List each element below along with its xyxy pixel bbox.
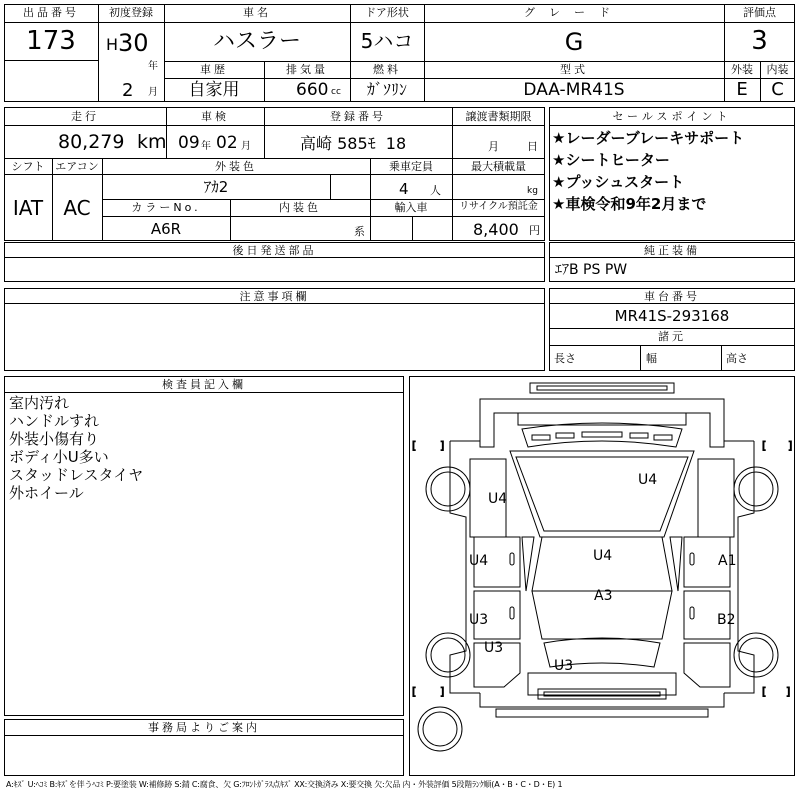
notes-label: 注意事項欄 [239, 290, 310, 303]
recycle-unit: 円 [529, 224, 540, 237]
int-score-label: 内装 [766, 63, 789, 76]
shift: IAT [12, 196, 44, 220]
model-label: 型式 [560, 63, 588, 76]
reg-year: 30 [118, 29, 149, 57]
svg-text:]: ] [788, 439, 793, 452]
width-label: 幅 [646, 352, 657, 365]
inspector-label: 検査員記入欄 [162, 378, 246, 391]
mark-right-door-front: A1 [718, 553, 737, 569]
transfer-day: 日 [527, 140, 538, 153]
office-label: 事務局よりご案内 [148, 721, 260, 734]
shift-label: シフト [11, 160, 45, 173]
first-reg-label: 初度登録 [109, 6, 153, 19]
equipment: ｴｱB PS PW [555, 262, 628, 278]
chassis-number: MR41S-293168 [614, 307, 730, 325]
svg-text:]: ] [440, 685, 445, 698]
inspection-year-unit: 年 [201, 141, 211, 152]
svg-text:]: ] [440, 439, 445, 452]
mark-right-door-rear: B2 [717, 612, 736, 628]
ext-color: ｱｶ2 [203, 178, 229, 196]
max-load-unit: kg [527, 186, 538, 196]
aircon: AC [63, 196, 91, 220]
car-name: ハスラー [212, 29, 301, 54]
lot-number: 173 [26, 26, 76, 56]
model: DAA-MR41S [523, 80, 625, 100]
mark-left-door-front: U4 [469, 553, 489, 569]
ext-score: E [736, 79, 748, 100]
history: 自家用 [188, 80, 240, 100]
car-name-label: 車名 [243, 6, 271, 19]
recycle-label: リサイクル預託金 [459, 201, 538, 212]
fuel-label: 燃料 [373, 63, 401, 76]
capacity-unit: 人 [430, 184, 441, 197]
history-label: 車歴 [200, 63, 228, 76]
ext-score-label: 外装 [731, 63, 753, 76]
dims-label: 諸元 [658, 330, 686, 343]
inspector-line-5: スタッドレスタイヤ [9, 466, 144, 484]
month-unit: 月 [148, 87, 158, 98]
mileage: 80,279 [58, 131, 125, 153]
svg-text:[: [ [762, 439, 767, 452]
inspector-line-1: 室内汚れ [9, 394, 70, 412]
int-color-unit: 系 [354, 225, 365, 238]
score: 3 [751, 26, 768, 56]
color-no-label: カラーNo. [131, 201, 201, 214]
capacity-label: 乗車定員 [389, 160, 433, 173]
mark-left-rear: U3 [484, 640, 504, 656]
year-unit: 年 [148, 61, 158, 72]
door-type: 5ハコ [360, 29, 414, 53]
inspector-line-3: 外装小傷有り [9, 430, 100, 448]
sales-point-2: ★シートヒーター [552, 151, 670, 169]
svg-text:[: [ [412, 439, 417, 452]
inspector-line-4: ボディ小U多い [9, 448, 109, 466]
mark-left-door-rear: U3 [469, 612, 489, 628]
mark-center: U4 [593, 548, 613, 564]
length-label: 長さ [554, 352, 576, 365]
car-diagram [410, 377, 794, 775]
capacity: 4 [399, 180, 409, 198]
ext-color-label: 外装色 [215, 160, 257, 173]
aircon-label: エアコン [55, 160, 99, 173]
color-no: A6R [150, 220, 182, 238]
inspection-month-unit: 月 [241, 141, 251, 152]
inspection-month: 02 [216, 133, 238, 153]
svg-text:[: [ [762, 685, 767, 698]
displacement-label: 排気量 [286, 63, 328, 76]
mark-left-front: U4 [488, 491, 508, 507]
int-color-label: 内装色 [279, 201, 321, 214]
sales-points-label: セールスポイント [612, 110, 732, 123]
fuel: ｶﾞｿﾘﾝ [366, 80, 407, 99]
car-diagram-box [409, 376, 795, 776]
grade: G [564, 28, 584, 56]
inspector-line-6: 外ホイール [9, 484, 84, 502]
legend: A:ｷｽﾞ U:ﾍｺﾐ B:ｷｽﾞを伴うﾍｺﾐ P:要塗装 W:補修跡 S:錆 C:腐食、欠 G:ﾌﾛﾝﾄｶﾞﾗｽ点ｷｽﾞ XX:交換済み X:要交換 欠:欠品 内・外装評価 5段階ﾗﾝｸ順(A・B・C・D・E) 1 [6, 780, 563, 789]
inspector-line-2: ハンドルすれ [9, 412, 100, 430]
lot-label: 出品番号 [23, 6, 79, 19]
transfer-month: 月 [488, 140, 499, 153]
transfer-doc-label: 譲渡書類期限 [465, 110, 532, 123]
inspection-year: 09 [178, 133, 200, 153]
height-label: 高さ [726, 352, 748, 365]
score-label: 評価点 [743, 6, 776, 19]
era: H [106, 35, 119, 54]
mileage-label: 走行 [71, 110, 99, 123]
mileage-unit: km [137, 131, 167, 153]
mark-roof: A3 [594, 588, 613, 604]
mark-trunk: U3 [554, 658, 574, 674]
sales-point-4: ★車検令和9年2月まで [552, 195, 707, 213]
sales-point-3: ★プッシュスタート [552, 173, 685, 191]
svg-text:]: ] [786, 685, 791, 698]
later-parts-label: 後日発送部品 [232, 244, 317, 257]
chassis-label: 車台番号 [644, 290, 700, 303]
door-label: ドア形状 [365, 6, 409, 19]
inspection-label: 車検 [201, 110, 229, 123]
plate-number: 高崎 585ﾓ 18 [300, 134, 407, 153]
import-label: 輸入車 [394, 201, 428, 214]
displacement: 660 [296, 80, 329, 100]
svg-text:[: [ [412, 685, 417, 698]
plate-label: 登録番号 [330, 110, 386, 123]
max-load-label: 最大積載量 [471, 160, 526, 173]
mark-hood: U4 [638, 472, 658, 488]
reg-month: 2 [122, 80, 134, 101]
grade-label: グレード [524, 6, 624, 19]
int-score: C [771, 79, 784, 100]
sales-point-1: ★レーダーブレーキサポート [552, 129, 745, 147]
recycle-fee: 8,400 [473, 220, 519, 239]
displacement-unit: cc [331, 87, 341, 97]
equipment-label: 純正装備 [644, 244, 700, 257]
